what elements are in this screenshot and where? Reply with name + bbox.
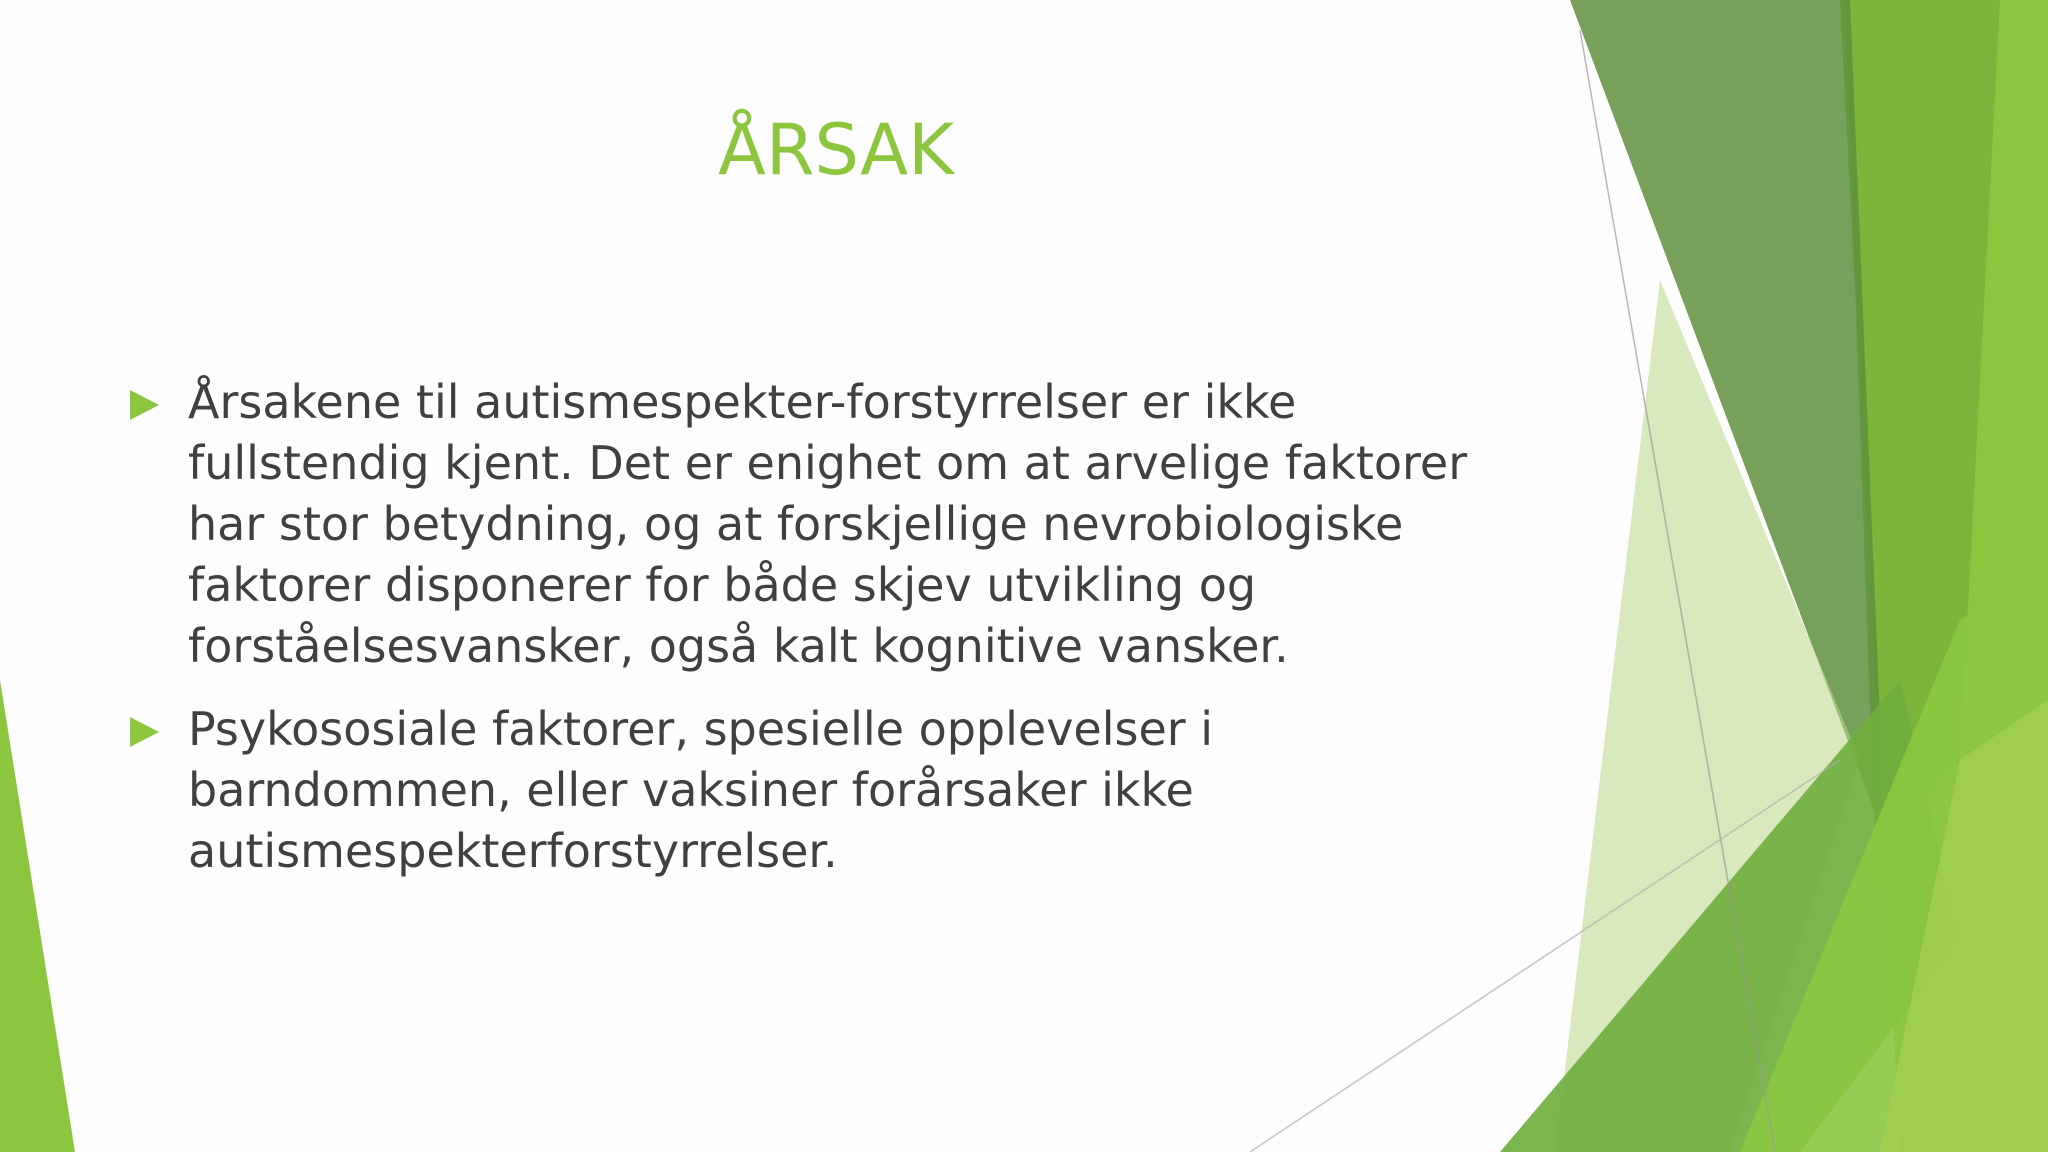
triangle-right-icon	[130, 390, 159, 420]
triangle-right-icon	[130, 717, 159, 747]
left-edge-facet	[0, 680, 75, 1152]
bullet-item	[130, 699, 1530, 882]
bullet-text: Psykososiale faktorer, spesielle opplevelser i barndommen, eller vaksiner forårsaker ikke autismespekterforstyrrelser.	[188, 702, 1214, 878]
bullet-text: Årsakene til autismespekter-forstyrrelser er ikke fullstendig kjent. Det er enighet om at arvelige faktorer har stor betydning, og at forskjellige nevrobiologiske faktorer disponerer for både skjev utvikling og forståelsesvansker, også kalt kognitive vansker.	[188, 375, 1468, 673]
bullet-item	[130, 372, 1530, 677]
bullet-list	[130, 372, 1530, 904]
slide-title: ÅRSAK	[717, 109, 955, 191]
